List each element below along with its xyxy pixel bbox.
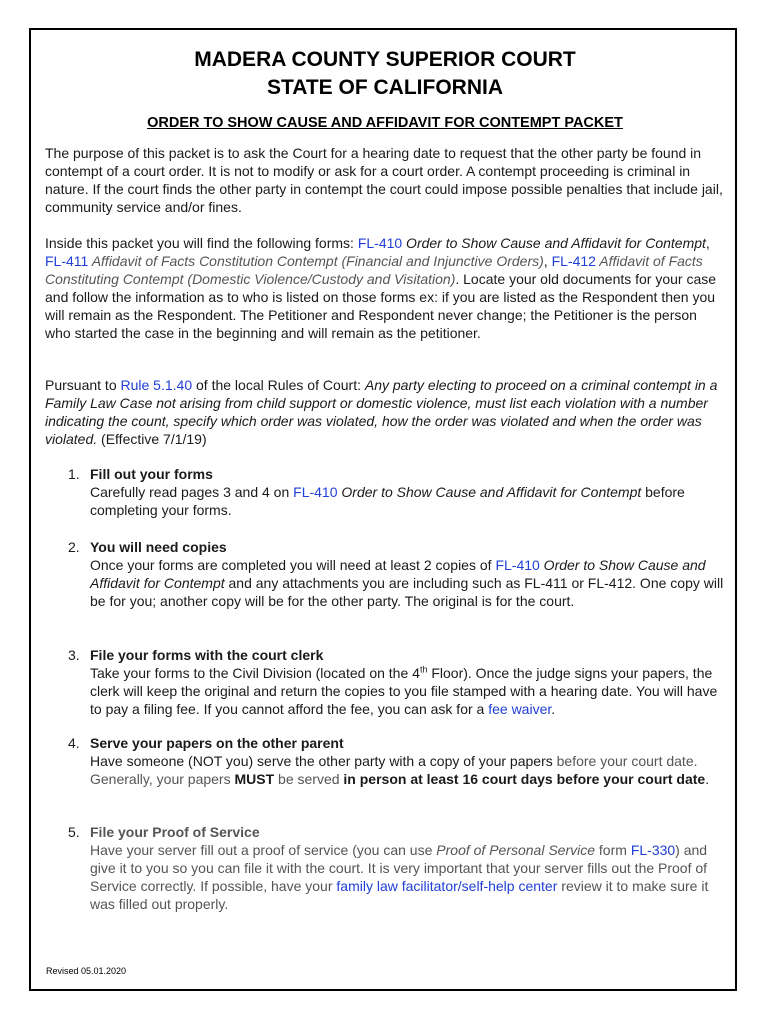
step-number: 4.	[68, 735, 80, 751]
step-text: before your court date. Generally, your papers	[90, 753, 698, 787]
step-text: before completing your forms.	[90, 484, 685, 518]
forms-rest-text: . Locate your old documents for your case and follow the information as to who is listed on those forms ex: if you are listed as the Respondent then you will remain as the Respondent. The Petitioner and Respondent never change; the Petitioner is the person who started the case in the beginning and will remain as the petitioner.	[45, 271, 717, 341]
fl412-link[interactable]: FL-412	[551, 253, 596, 269]
rule-link[interactable]: Rule 5.1.40	[120, 377, 193, 393]
forms-lead-text: Inside this packet you will find the following forms:	[45, 235, 358, 251]
step-heading: Fill out your forms	[90, 466, 213, 482]
self-help-center-link[interactable]: family law facilitator/self-help center	[336, 878, 558, 894]
fl330-link[interactable]: FL-330	[630, 842, 676, 858]
fl411-title: Affidavit of Facts Constitution Contempt (Financial and Injunctive Orders)	[88, 253, 544, 269]
rule-mid-text: of the local Rules of Court:	[192, 377, 365, 393]
step-text: Have someone (NOT you) serve the other party with a copy of your papers	[90, 753, 553, 769]
service-deadline: in person at least 16 court days before your court date	[343, 771, 706, 787]
step-text: Have your server fill out a proof of service (you can use	[90, 842, 437, 858]
step-number: 1.	[68, 466, 80, 482]
fee-waiver-link[interactable]: fee waiver	[488, 701, 552, 717]
step-text: form	[595, 842, 631, 858]
step-heading: File your Proof of Service	[90, 824, 260, 840]
step-text: and any attachments you are including such as FL-411 or FL-412. One copy will be for you; another copy will be for the other party. The original is for the court.	[90, 575, 724, 609]
forms-paragraph	[45, 234, 725, 342]
step-number: 3.	[68, 647, 80, 663]
court-name-title: MADERA COUNTY SUPERIOR COURT	[194, 48, 576, 71]
rule-quote: Any party electing to proceed on a criminal contempt in a Family Law Case not arising from child support or domestic violence, must list each violation with a number indicating the count, specify which order was violated, how the order was violated and when the order was violated.	[45, 377, 718, 447]
step-text: Take your forms to the Civil Division (located on the 4	[90, 665, 420, 681]
step-text: Floor). Once the judge signs your papers, the clerk will keep the original and return the copies to you file stamped with a hearing date. You will have to pay a filing fee. If you cannot afford the fee, you can ask for a	[90, 665, 718, 717]
fl410-title: Order to Show Cause and Affidavit for Contempt	[402, 235, 706, 251]
revision-date: Revised 05.01.2020	[46, 966, 127, 976]
step-heading: File your forms with the court clerk	[90, 647, 324, 663]
fl410-link[interactable]: FL-410	[357, 235, 403, 251]
fl411-link[interactable]: FL-411	[45, 253, 89, 269]
step-form-title: Proof of Personal Service	[436, 842, 596, 858]
fl410-link[interactable]: FL-410	[495, 557, 540, 573]
fl412-title: Affidavit of Facts Constituting Contempt (Domestic Violence/Custody and Visitation)	[45, 253, 703, 287]
ordinal-suffix: th	[419, 664, 428, 675]
separator: ,	[543, 253, 552, 269]
step-heading: Serve your papers on the other parent	[90, 735, 344, 751]
rule-paragraph	[45, 376, 725, 448]
packet-subtitle: ORDER TO SHOW CAUSE AND AFFIDAVIT FOR CONTEMPT PACKET	[147, 115, 623, 131]
step-form-title: Order to Show Cause and Affidavit for Contempt	[337, 484, 642, 500]
rule-lead-text: Pursuant to	[45, 377, 121, 393]
fl410-link[interactable]: FL-410	[293, 484, 338, 500]
purpose-paragraph: The purpose of this packet is to ask the Court for a hearing date to request that the other party be found in contempt of a court order. It is not to modify or ask for a court order. A contempt proceeding is criminal in nature. If the court finds the other party in contempt the court could impose possible penalties that include jail, community service and/or fines.	[45, 145, 723, 215]
step-text: be served	[274, 771, 344, 787]
step-text: review it to make sure it was filled out properly.	[90, 878, 709, 912]
step-heading: You will need copies	[90, 539, 227, 555]
must-emphasis: MUST	[234, 771, 275, 787]
step-text: .	[705, 771, 710, 787]
step-text: Carefully read pages 3 and 4 on	[90, 484, 294, 500]
step-number: 5.	[68, 824, 80, 840]
state-title: STATE OF CALIFORNIA	[266, 76, 504, 99]
step-form-title: Order to Show Cause and Affidavit for Contempt	[90, 557, 706, 591]
step-text: ) and give it to you so you can file it with the court. It is very important that your server fills out the Proof of Service correctly. If possible, have your	[90, 842, 708, 894]
separator: ,	[705, 235, 710, 251]
step-text: Once your forms are completed you will need at least 2 copies of	[90, 557, 496, 573]
step-number: 2.	[68, 539, 80, 555]
rule-effective: (Effective 7/1/19)	[97, 431, 207, 447]
step-text: .	[551, 701, 556, 717]
